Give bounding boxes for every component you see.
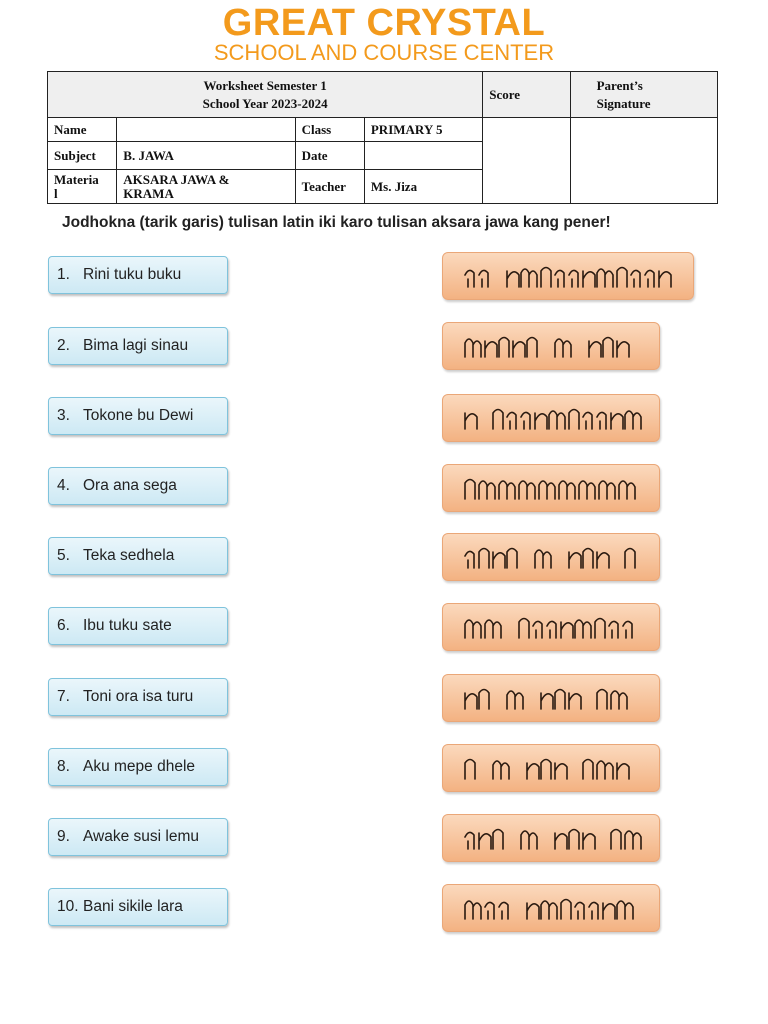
- subject-value: B. JAWA: [117, 142, 295, 170]
- latin-item-6[interactable]: [48, 607, 228, 645]
- latin-item-8[interactable]: [48, 748, 228, 786]
- aksara-jawa-script-icon: [443, 395, 661, 443]
- latin-item-number: 6.: [57, 617, 70, 634]
- latin-item-text: Ora ana sega: [83, 477, 177, 494]
- latin-item-text: Bani sikile lara: [83, 898, 183, 915]
- latin-item-9[interactable]: [48, 818, 228, 856]
- aksara-jawa-script-icon: [443, 885, 661, 933]
- class-value: PRIMARY 5: [364, 118, 482, 142]
- latin-item-5[interactable]: [48, 537, 228, 575]
- aksara-jawa-item-9[interactable]: [442, 814, 660, 862]
- latin-item-number: 5.: [57, 547, 70, 564]
- subject-label: Subject: [48, 142, 117, 170]
- aksara-jawa-item-10[interactable]: [442, 884, 660, 932]
- latin-item-2[interactable]: [48, 327, 228, 365]
- aksara-jawa-item-3[interactable]: [442, 394, 660, 442]
- name-field[interactable]: [117, 118, 295, 142]
- latin-item-text: Rini tuku buku: [83, 266, 182, 283]
- latin-item-text: Teka sedhela: [83, 547, 175, 564]
- date-label: Date: [295, 142, 364, 170]
- latin-item-4[interactable]: [48, 467, 228, 505]
- name-label: Name: [48, 118, 117, 142]
- materi-value: AKSARA JAWA & KRAMA: [117, 170, 295, 204]
- aksara-jawa-script-icon: [443, 323, 661, 371]
- aksara-jawa-script-icon: [443, 604, 661, 652]
- latin-item-text: Awake susi lemu: [83, 828, 200, 845]
- aksara-jawa-script-icon: [443, 675, 661, 723]
- class-label: Class: [295, 118, 364, 142]
- latin-item-text: Bima lagi sinau: [83, 337, 189, 354]
- aksara-jawa-script-icon: [443, 534, 661, 582]
- latin-item-text: Aku mepe dhele: [83, 758, 196, 775]
- parent-signature-field[interactable]: [570, 118, 717, 204]
- latin-item-number: 8.: [57, 758, 70, 775]
- worksheet-header-table: [47, 71, 718, 204]
- latin-item-number: 2.: [57, 337, 70, 354]
- aksara-jawa-item-8[interactable]: [442, 744, 660, 792]
- logo-subtitle: SCHOOL AND COURSE CENTER: [213, 40, 555, 65]
- aksara-jawa-item-5[interactable]: [442, 533, 660, 581]
- latin-item-number: 7.: [57, 688, 70, 705]
- worksheet-title-cell: [48, 72, 483, 118]
- latin-item-number: 1.: [57, 266, 70, 283]
- latin-item-text: Toni ora isa turu: [83, 688, 194, 705]
- latin-item-number: 3.: [57, 407, 70, 424]
- aksara-jawa-item-1[interactable]: [442, 252, 694, 300]
- latin-item-text: Ibu tuku sate: [83, 617, 172, 634]
- parent-signature-label: Parent’s Signature: [570, 72, 717, 118]
- date-field[interactable]: [364, 142, 482, 170]
- latin-item-10[interactable]: [48, 888, 228, 926]
- aksara-jawa-script-icon: [443, 815, 661, 863]
- latin-item-text: Tokone bu Dewi: [83, 407, 194, 424]
- worksheet-title: Worksheet Semester 1: [203, 77, 327, 93]
- school-logo: [0, 4, 768, 64]
- school-year: School Year 2023-2024: [202, 95, 328, 111]
- latin-item-number: 4.: [57, 477, 70, 494]
- logo-title: GREAT CRYSTAL: [222, 2, 546, 44]
- aksara-jawa-item-6[interactable]: [442, 603, 660, 651]
- aksara-jawa-item-2[interactable]: [442, 322, 660, 370]
- latin-item-7[interactable]: [48, 678, 228, 716]
- aksara-jawa-script-icon: [443, 745, 661, 793]
- score-label: Score: [483, 72, 570, 118]
- instruction-text: Jodhokna (tarik garis) tulisan latin iki karo tulisan aksara jawa kang pener!: [62, 214, 611, 231]
- teacher-label: Teacher: [295, 170, 364, 204]
- materi-label: Materia l: [48, 170, 117, 204]
- teacher-value: Ms. Jiza: [364, 170, 482, 204]
- latin-item-3[interactable]: [48, 397, 228, 435]
- latin-item-number: 9.: [57, 828, 70, 845]
- aksara-jawa-script-icon: [443, 465, 661, 513]
- latin-item-1[interactable]: [48, 256, 228, 294]
- score-field[interactable]: [483, 118, 570, 204]
- aksara-jawa-script-icon: [443, 253, 695, 301]
- aksara-jawa-item-4[interactable]: [442, 464, 660, 512]
- aksara-jawa-item-7[interactable]: [442, 674, 660, 722]
- latin-item-number: 10.: [57, 898, 79, 915]
